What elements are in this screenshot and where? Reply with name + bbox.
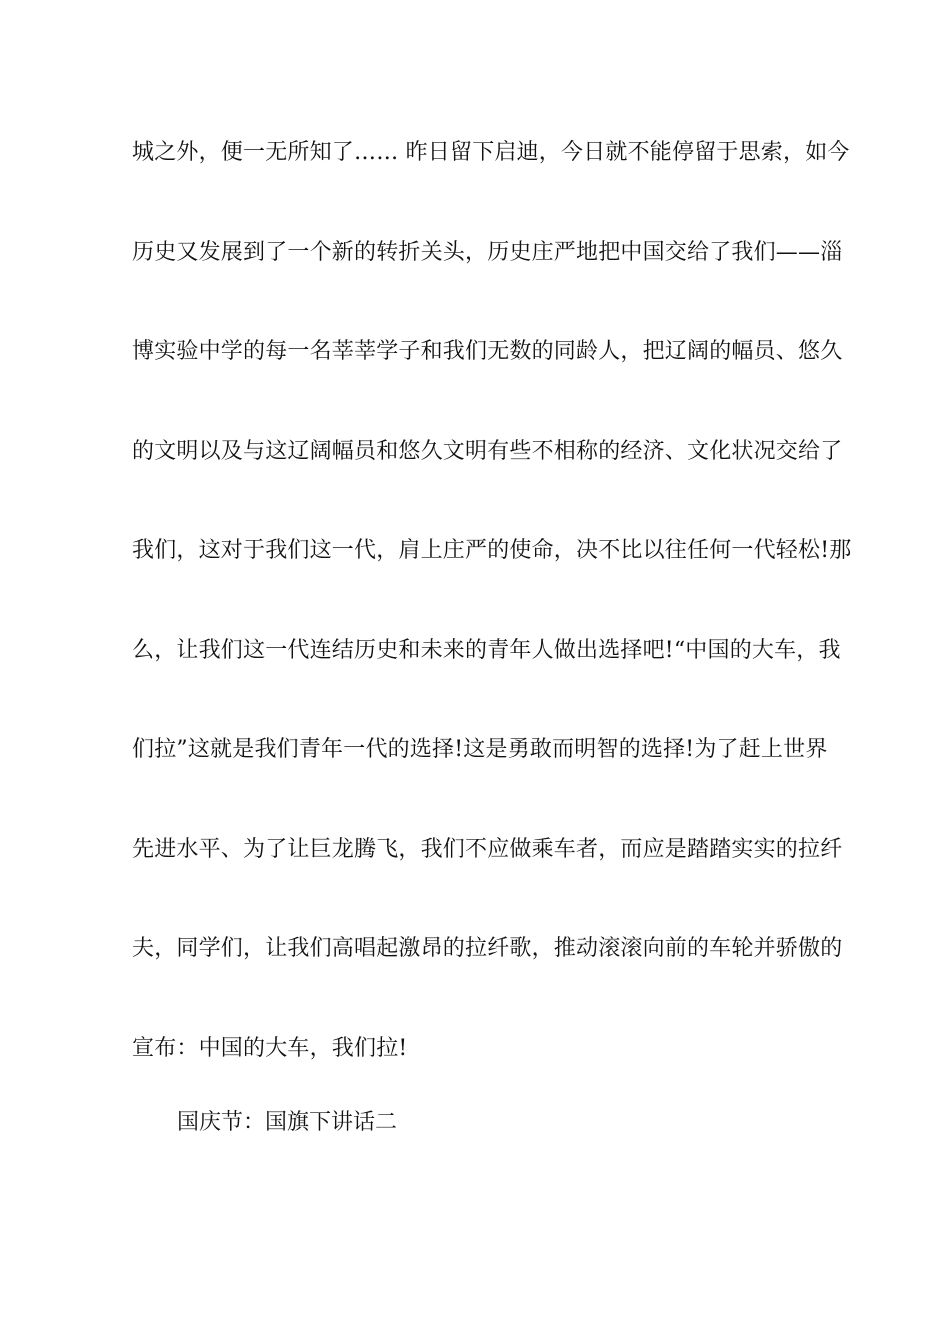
paragraph-line: 博实验中学的每一名莘莘学子和我们无数的同龄人，把辽阔的幅员、悠久 — [132, 339, 843, 364]
paragraph-line: 们拉”这就是我们青年一代的选择!这是勇敢而明智的选择!为了赶上世界 — [132, 737, 828, 762]
section-heading: 国庆节：国旗下讲话二 — [177, 1110, 398, 1135]
paragraph-line: 城之外，便一无所知了…… 昨日留下启迪，今日就不能停留于思索，如今 — [132, 140, 850, 165]
paragraph-line: 历史又发展到了一个新的转折关头，历史庄严地把中国交给了我们——淄 — [132, 239, 843, 265]
paragraph-line: 先进水平、为了让巨龙腾飞，我们不应做乘车者，而应是踏踏实实的拉纤 — [132, 836, 843, 862]
paragraph-line: 我们，这对于我们这一代，肩上庄严的使命，决不比以往任何一代轻松!那 — [132, 538, 852, 563]
paragraph-line: 宣布：中国的大车，我们拉! — [132, 1035, 408, 1061]
paragraph-line: 夫，同学们，让我们高唱起激昂的拉纤歌，推动滚滚向前的车轮并骄傲的 — [132, 936, 843, 961]
paragraph-line: 的文明以及与这辽阔幅员和悠久文明有些不相称的经济、文化状况交给了 — [132, 438, 843, 464]
paragraph-line: 么，让我们这一代连结历史和未来的青年人做出选择吧!“中国的大车，我 — [132, 637, 841, 663]
body-paragraph — [132, 128, 862, 1074]
